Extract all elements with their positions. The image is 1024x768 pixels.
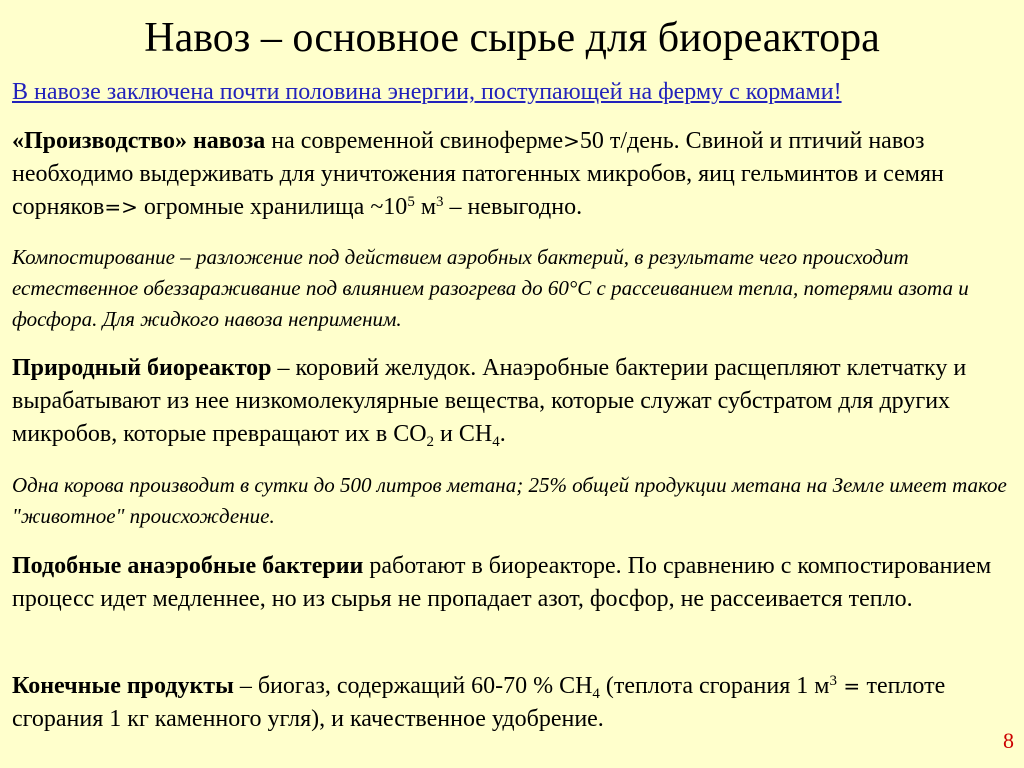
p1-text-5: – невыгодно. [443, 194, 583, 220]
p1-exponent-3: 3 [436, 194, 444, 210]
equals-symbol: = [836, 674, 867, 698]
p6-subscript-4: 4 [592, 686, 600, 702]
p6-text-3: теплоте сгорания 1 кг каменного угля), и качественное удобрение. [12, 673, 946, 732]
final-products-paragraph [12, 670, 1016, 736]
anaerobic-bacteria-paragraph [12, 550, 1016, 616]
p3-text-3: . [499, 421, 506, 447]
natural-bioreactor-heading: Природный биореактор [12, 355, 272, 381]
p6-text-1: – биогаз, содержащий 60-70 % СН [233, 673, 593, 699]
p6-exponent-3: 3 [829, 673, 837, 689]
p1-text-3: огромные хранилища ~10 [137, 194, 408, 220]
manure-production-paragraph [12, 125, 1016, 224]
slide-title: Навоз – основное сырье для биореактора [144, 15, 880, 61]
p1-exponent-5: 5 [407, 194, 415, 210]
final-products-heading: Конечные продукты [12, 673, 234, 699]
composting-paragraph: Компостирование – разложение под действием аэробных бактерий, в результате чего происходит естественное обеззараживание под влиянием разогрева до 60°С с рассеиванием тепла, потерями азота и фосфора. Для жидкого навоза неприменим. [12, 245, 969, 331]
p1-text-1: на современной свиноферме [265, 128, 564, 154]
page-number: 8 [1003, 728, 1014, 753]
natural-bioreactor-paragraph [12, 352, 1016, 451]
p1-text-2: 50 т/день. Свиной и птичий навоз необходимо выдерживать для уничтожения патогенных микробов, яиц гельминтов и семян сорняков [12, 128, 944, 220]
greater-than-symbol: > [563, 129, 580, 153]
energy-link[interactable]: В навозе заключена почти половина энергии, поступающей на ферму с кормами! [12, 79, 842, 105]
manure-production-heading: «Производство» навоза [12, 128, 266, 154]
p3-text-1: – коровий желудок. Анаэробные бактерии расщепляют клетчатку и вырабатывают из нее низкомолекулярные вещества, которые служат субстратом для других микробов, которые превращают их в СО [12, 355, 967, 447]
p3-text-2: и СН [434, 421, 493, 447]
p5-text: работают в биореакторе. По сравнению с компостированием процесс идет медленнее, но из сырья не пропадает азот, фосфор, не рассеивается тепло. [12, 553, 992, 612]
implies-arrow-symbol: => [104, 195, 138, 219]
p1-text-4: м [414, 194, 436, 220]
p6-text-2: (теплота сгорания 1 м [599, 673, 830, 699]
anaerobic-bacteria-heading: Подобные анаэробные бактерии [12, 553, 364, 579]
p3-subscript-2: 2 [426, 434, 435, 450]
cow-methane-paragraph: Одна корова производит в сутки до 500 литров метана; 25% общей продукции метана на Земле имеет такое "животное" происхождение. [12, 473, 1007, 528]
p3-subscript-4: 4 [492, 434, 500, 450]
